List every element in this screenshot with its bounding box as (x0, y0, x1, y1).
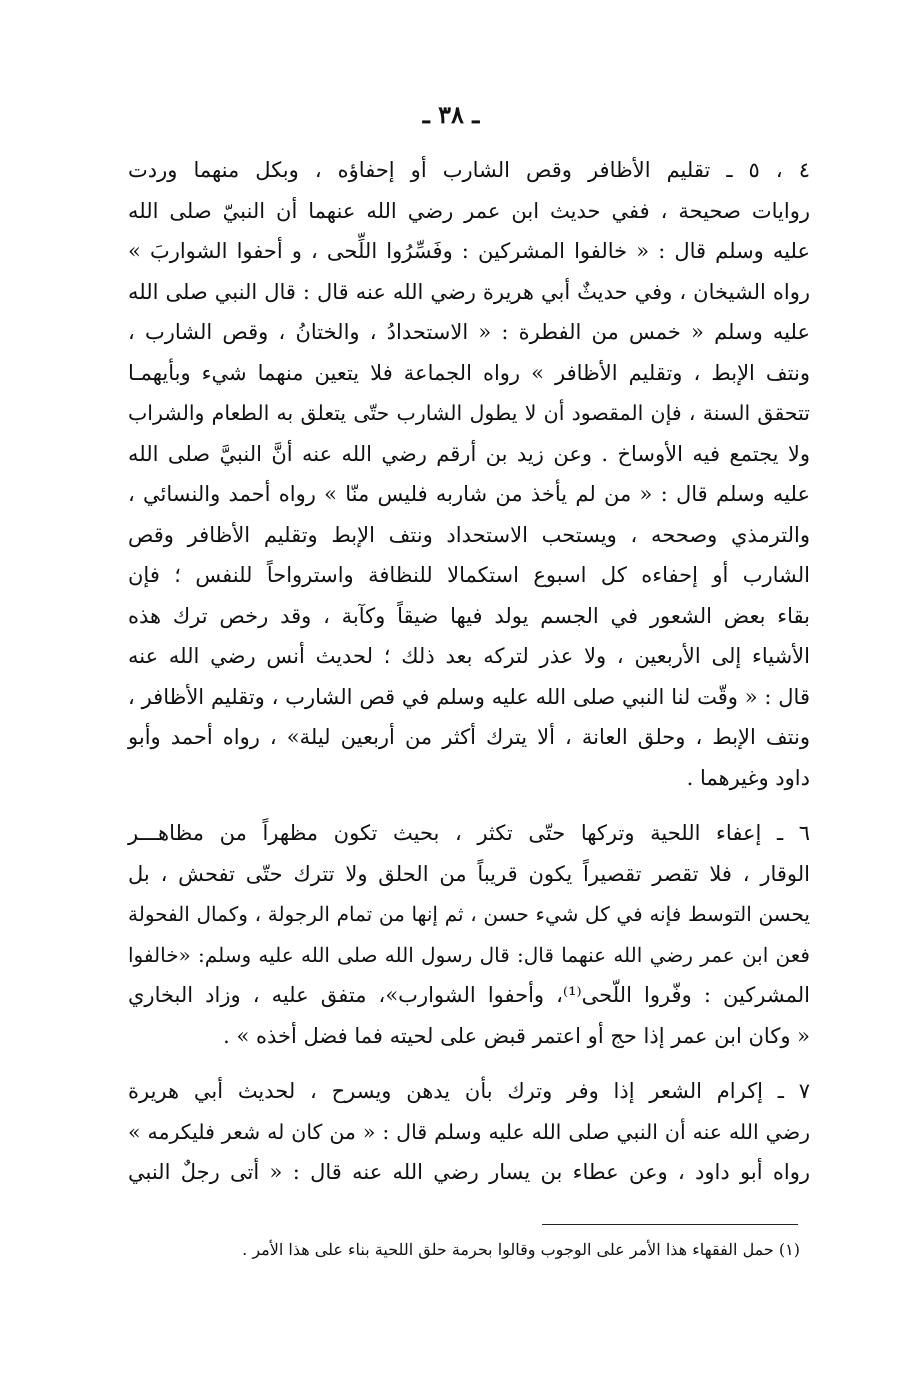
text-line: ٧ ـ إكرام الشعر إذا وفر وترك بأن يدهن ويسرح ، لحديث أبي هريرة (128, 1079, 810, 1103)
text-line: ونتف الإبط ، وحلق العانة ، ألا يترك أكثر من أربعين ليلة» ، رواه أحمد وأبو (128, 725, 810, 749)
text-line: قال : « وقّت لنا النبي صلى الله عليه وسلم في قص الشارب ، وتقليم الأظافر ، (128, 684, 810, 709)
text-line: يحسن التوسط فإنه في كل شيء حسن ، ثم إنها من تمام الرجولة ، وكمال الفحولة (128, 902, 810, 926)
text-line: الشارب أو إحفاءه كل اسبوع استكمالا للنظافة واسترواحاً للنفس ؛ فإن (128, 563, 810, 587)
text-line: والترمذي وصححه ، ويستحب الاستحداد ونتف الإبط وتقليم الأظافر وقص (128, 522, 810, 547)
text-line: فعن ابن عمر رضي الله عنهما قال: قال رسول الله صلى الله عليه وسلم: «خالفوا (128, 942, 810, 967)
text-line: رواه الشيخان ، وفي حديثٌ أبي هريرة رضي الله عنه قال : قال النبي صلى الله (128, 279, 810, 304)
text-line: الأشياء إلى الأربعين ، ولا عذر لتركه بعد ذلك ؛ لحديث أنس رضي الله عنه (128, 644, 810, 668)
footnote-divider (542, 1224, 798, 1225)
text-line: ٦ ـ إعفاء اللحية وتركها حتّى تكثر ، بحيث تكون مظهراً من مظاهـــر (128, 821, 810, 845)
text-line: الوقار ، فلا تقصر تقصيراً يكون قريباً من الحلق ولا تترك حتّى تفحش ، بل (128, 861, 810, 886)
text-line: عليه وسلم قال : « من لم يأخذ من شاربه فليس منّا » رواه أحمد والنسائي ، (128, 482, 810, 506)
text-line: ولا يجتمع فيه الأوساخ . وعن زيد بن أرقم رضي الله عنه أنَّ النبيَّ صلى الله (128, 441, 810, 466)
text-line: « وكان ابن عمر إذا حج أو اعتمر قبض على لحيته فما فضل أخذه » . (223, 1023, 810, 1048)
text-line: ٤ ، ٥ ـ تقليم الأظافر وقص الشارب أو إحفاؤه ، وبكل منهما وردت (128, 158, 810, 182)
text-line: تتحقق السنة ، فإن المقصود أن لا يطول الشارب حتّى يتعلق به الطعام والشراب (128, 401, 810, 425)
page-number: ـ ٣٨ ـ (422, 100, 480, 129)
text-line: رواه أبو داود ، وعن عطاء بن يسار رضي الله عنه قال : « أتى رجلٌ النبي (128, 1160, 810, 1184)
text-line: داود وغيرهما . (686, 765, 810, 790)
text-line: بقاء بعض الشعور في الجسم يولد فيها ضيقاً وكآبة ، وقد رخص ترك هذه (128, 603, 810, 628)
text-line: عليه وسلم قال : « خالفوا المشركين : وفَسِّرُوا اللِّحى ، و أحفوا الشواربَ » (128, 239, 810, 263)
paragraph-hair (128, 1071, 810, 1193)
text-line: ونتف الإبط ، وتقليم الأظافر » رواه الجماعة فلا يتعين منهما شيء وبأيهمـا (128, 360, 810, 385)
text-line: روايات صحيحة ، ففي حديث ابن عمر رضي الله عنهما أن النبيّ صلى الله (128, 198, 810, 223)
text-line: رضي الله عنه أن النبي صلى الله عليه وسلم قال : « من كان له شعر فليكرمه » (128, 1119, 810, 1144)
text-line: المشركين : وفّروا اللّحى⁽¹⁾، وأحفوا الشوارب»، متفق عليه ، وزاد البخاري (128, 983, 810, 1007)
paragraph-trimming-nails (128, 150, 810, 798)
footnote: (١) حمل الفقهاء هذا الأمر على الوجوب وقالوا بحرمة حلق اللحية بناء على هذا الأمر . (242, 1240, 800, 1259)
paragraph-beard (128, 813, 810, 1056)
body-text (128, 150, 810, 1208)
text-line: عليه وسلم « خمس من الفطرة : « الاستحدادُ ، والختانُ ، وقص الشارب ، (128, 320, 810, 344)
